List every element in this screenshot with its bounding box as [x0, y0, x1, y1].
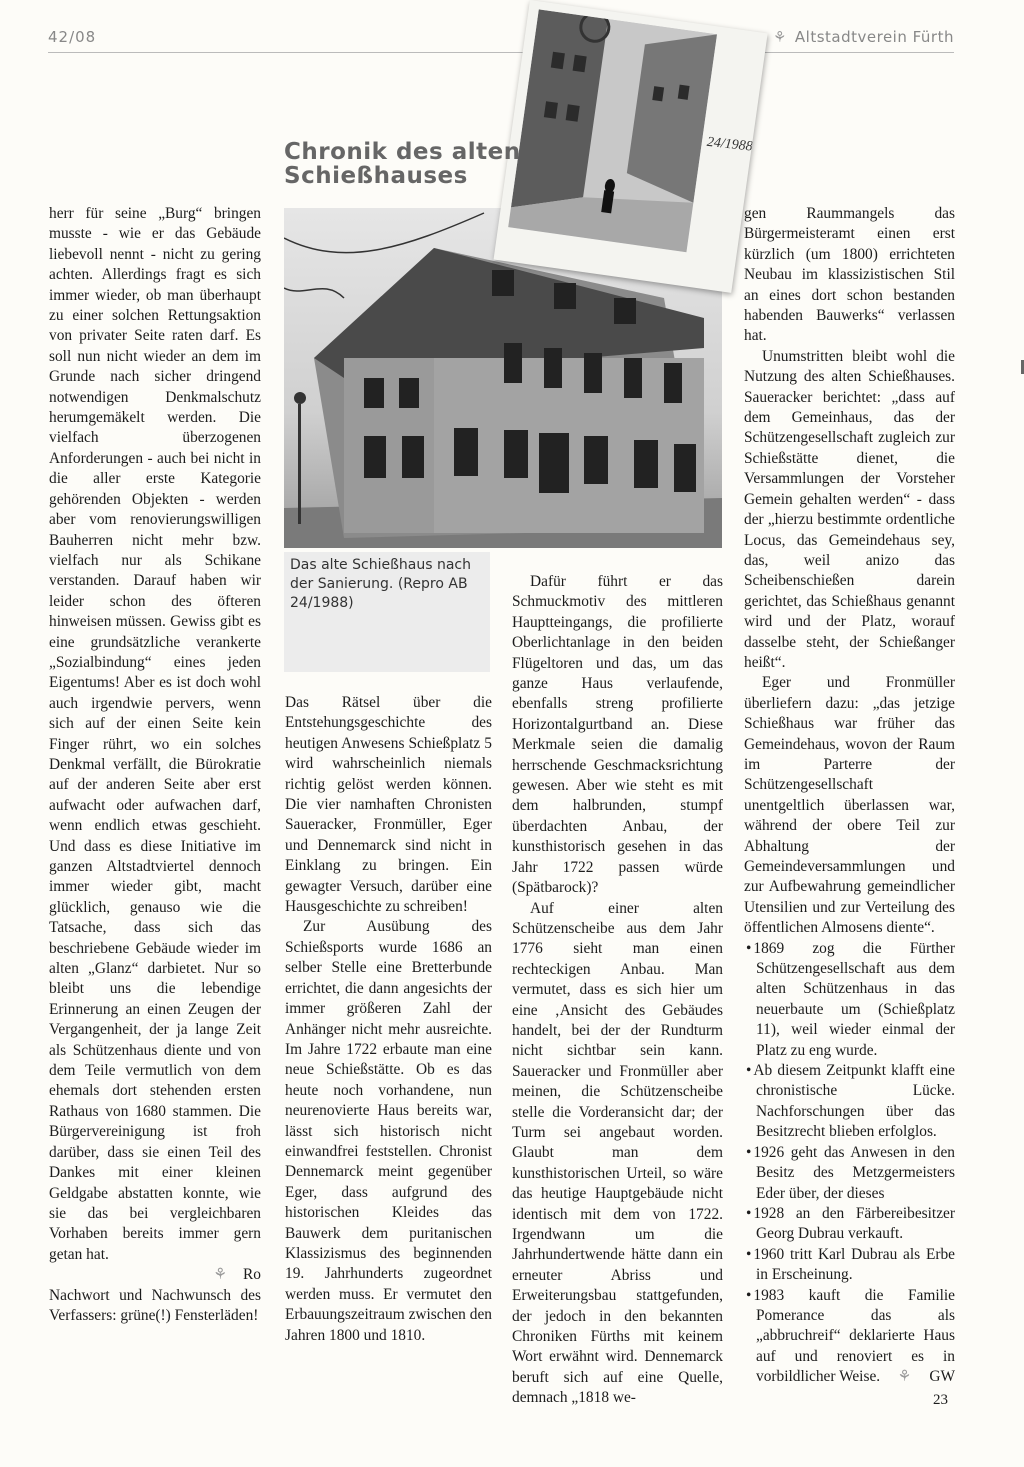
page-number: 23	[933, 1392, 948, 1408]
title-line-2: Schießhauses	[284, 163, 468, 189]
title-line-1: Chronik des alten	[284, 139, 521, 165]
signature-gw: GW	[929, 1368, 955, 1386]
col2-paragraph-2: Zur Ausübung des Schießsports wurde 1686 an selber Stelle eine Bretterbunde errichtet, die dann angesichts der immer größeren Zahl der Anhänger nicht mehr ausreichte. Im Jahre 1722 erbaute man eine neue Schießstätte. Ob es das heute noch vorhandene, nun neurenovierte Haus bereits war, lässt sich historisch nicht einwandfrei feststellen. Chronist Dennemarck meint gegenüber Eger, dass aufgrund des historischen Kleides das Bauwerk dem puritanischen Klassizismus des beginnenden 19. Jahrhunderts zugeordnet werden muss. Er vermutet den Erbauungszeitraum zwischen den Jahren 1800 und 1810.	[285, 918, 492, 1344]
article-title	[284, 140, 534, 188]
header-rule	[48, 52, 954, 53]
clipping-cover	[494, 0, 768, 293]
publisher-name: Altstadtverein Fürth	[794, 28, 954, 46]
col4-paragraph-1: gen Raummangels das Bürgermeisteramt einen erst kürzlich (um 1800) errichteten Neubau im klassizistischen Stil an eines dort schon bestanden habenden Bauwerks“ verlassen hat.	[744, 205, 955, 345]
col4-paragraph-3: Eger und Fronmüller überliefern dazu: „das jetzige Schießhaus war früher das Gemeindehaus, wovon der Raum im Parterre der Schützengesellschaft unentgeltlich überlassen war, während der obere Teil zur Abhaltung der Gemeindeversammlungen und zur Aufbewahrung gemeindlicher Utensilien und zur Verteilung des öffentlichen Almosens diente“.	[744, 674, 955, 937]
col3-paragraph-1: Dafür führt er das Schmuckmotiv des mittleren Hauptteingangs, die profilierte Oberlichtanlage in den beiden Flügeltoren und das, um das ganze Haus verlaufende, ebenfalls streng profilierte Horizontalgurtband an. Diese Merkmale seien die damalig herrschende Geschmacksrichtung gewesen. Aber wie steht es mit dem halbrunden, stumpf überdachten Anbau, der kunsthistorisch gesehen in das Jahr 1722 passen würde (Spätbarock)?	[512, 573, 723, 897]
chronology-item-1960: • 1960 tritt Karl Dubrau als Erbe in Erscheinung.	[744, 1245, 955, 1286]
clipping-street-photo	[508, 9, 717, 252]
column-2	[285, 693, 492, 1346]
chronology-item-1983	[744, 1286, 955, 1388]
col2-paragraph-1: Das Rätsel über die Entstehungsgeschichte des heutigen Anwesens Schießplatz 5 wird wahrscheinlich niemals richtig gelöst werden können. Die vier namhaften Chronisten Saueracker, Fronmüller, Eger und Dennemarck sind nicht in Einklang zu bringen. Ein gewagter Versuch, darüber eine Hausgeschichte zu schreiben!	[285, 694, 492, 916]
publisher-header	[773, 28, 954, 46]
column-1	[49, 204, 261, 1326]
street-illustration	[508, 9, 717, 252]
col1-signature	[49, 1265, 261, 1285]
chronology-item-1869: • 1869 zog die Fürther Schützengesellschaft aus dem alten Schützenhaus in das neuerbaute um (Schießplatz 11), weil wieder einmal der Platz zu eng wurde.	[744, 939, 955, 1061]
flower-icon: ⚘	[897, 1368, 912, 1386]
signature-block	[897, 1367, 955, 1387]
col3-paragraph-2: Auf einer alten Schützenscheibe aus dem Jahr 1776 sieht man einen rechteckigen Anbau. Man vermutet, dass es sich hier um eine ‚Ansicht des Gebäudes handelt, bei der der Rundturm nicht sichtbar sein kann. Saueracker und Fronmüller aber meinen, die Schützenscheibe stelle die Vorderansicht dar; der Turm sei angebaut worden. Glaubt man dem kunsthistorischen Urteil, so wäre das heutige Hauptgebäude nicht identisch mit dem von 1722. Irgendwann um die Jahrhundertwende hätte dann ein erneuter Abriss und Erweiterungsbau stattgefunden, der jedoch in den bekannten Chroniken Fürths mit keinem Wort erwähnt wird. Dennemarck beruft sich auf eine Quelle, demnach „1818 we-	[512, 899, 723, 1407]
chronology-item-1926: • 1926 geht das Anwesen in den Besitz des Metzgermeisters Eder über, der dieses	[744, 1143, 955, 1204]
col1-paragraph: herr für seine „Burg“ bringen musste - wie er das Gebäude liebevoll nennt - nicht zu gering achten. Allerdings fragt es sich immer wieder, ob man überhaupt zu einer solchen Rettungsaktion von privater Seite raten darf. Es soll nun nicht wieder an dem im Grunde nach sicher dringend notwendigen Denkmalschutz herumgemäkelt werden. Die vielfach überzogenen Anforderungen - auch bei nicht in die aller erste Kategorie gehörenden Objekten - werden aber vom renovierungswilligen Bauherren nicht mehr bzw. vielfach nur als Schikane verstanden. Darauf haben wir leider schon des öfteren hinweisen müssen. Gewiss gibt es eine grundsätzliche verankerte „Sozialbindung“ eines jeden Eigentums! Aber es ist doch wohl auch irgendwie pervers, wenn sich auf der einen Seite kein Finger rührt, wo ein solches Denkmal verfällt, die Bürokratie auf der anderen Seite aber erst aufwacht oder aufwachen darf, wenn endlich etwas geschieht. Und dass es diese Initiative im ganzen Altstadtviertel dennoch immer wieder gibt, macht glücklich, genauso wie die Tatsache, dass sich das beschriebene Gebäude wieder im alten „Glanz“ darbietet. Nur so bleibt uns die lebendige Erinnerung an einen Zeugen der Vergangenheit, der ja lange Zeit als Schützenhaus diente und von dem Teile vermutlich von dem ehemals dort stehenden ersten Rathaus von 1680 stammen. Die Bürgervereinigung ist froh darüber, dass sie einen Teil des Dankes mit einer kleinen Geldgabe abstatten konnte, wie sie das bei vergleichbaren Vorhaben bereits immer gern getan hat.	[49, 205, 261, 1263]
issue-number: 42/08	[48, 28, 97, 46]
signature-ro: Ro	[243, 1266, 261, 1284]
chronology-item-1928: • 1928 an den Färbereibesitzer Georg Dubrau verkauft.	[744, 1204, 955, 1245]
column-4	[744, 204, 955, 1388]
clipping-date: 24/1988	[706, 134, 754, 155]
chronology-item-gap: • Ab diesem Zeitpunkt klafft eine chronistische Lücke. Nachforschungen über das Besitzrecht blieben erfolglos.	[744, 1061, 955, 1143]
column-3	[512, 572, 723, 1409]
flower-icon: ⚘	[772, 28, 787, 46]
chronology-1983-text: 1983 kauft die Familie Pomerance das als „abbruchreif“ deklarierte Haus auf und renoviert es in vorbildlicher Weise.	[753, 1286, 955, 1386]
col1-afterword: Nachwort und Nachwunsch des Verfassers: grüne(!) Fensterläden!	[49, 1286, 261, 1324]
photo-caption: Das alte Schießhaus nach der Sanierung. (Repro AB 24/1988)	[284, 552, 490, 672]
col4-paragraph-2: Unumstritten bleibt wohl die Nutzung des alten Schießhauses. Saueracker berichtet: „dass auf dem Gemeinhaus, das der Schützengesellschaft zugleich zur Schießstätte dienet, die Versammlungen der Vorsteher Gemein gehalten werden“ - dass der „hierzu bestimmte ordentliche Locus, das Gemeindehaus sey, das, weil anizo das Scheibenschießen darein gerichtet, das Schießhaus genannt wird und der Platz, worauf dasselbe steht, der Schießanger heißt“.	[744, 347, 955, 671]
flower-icon: ⚘	[213, 1266, 228, 1284]
